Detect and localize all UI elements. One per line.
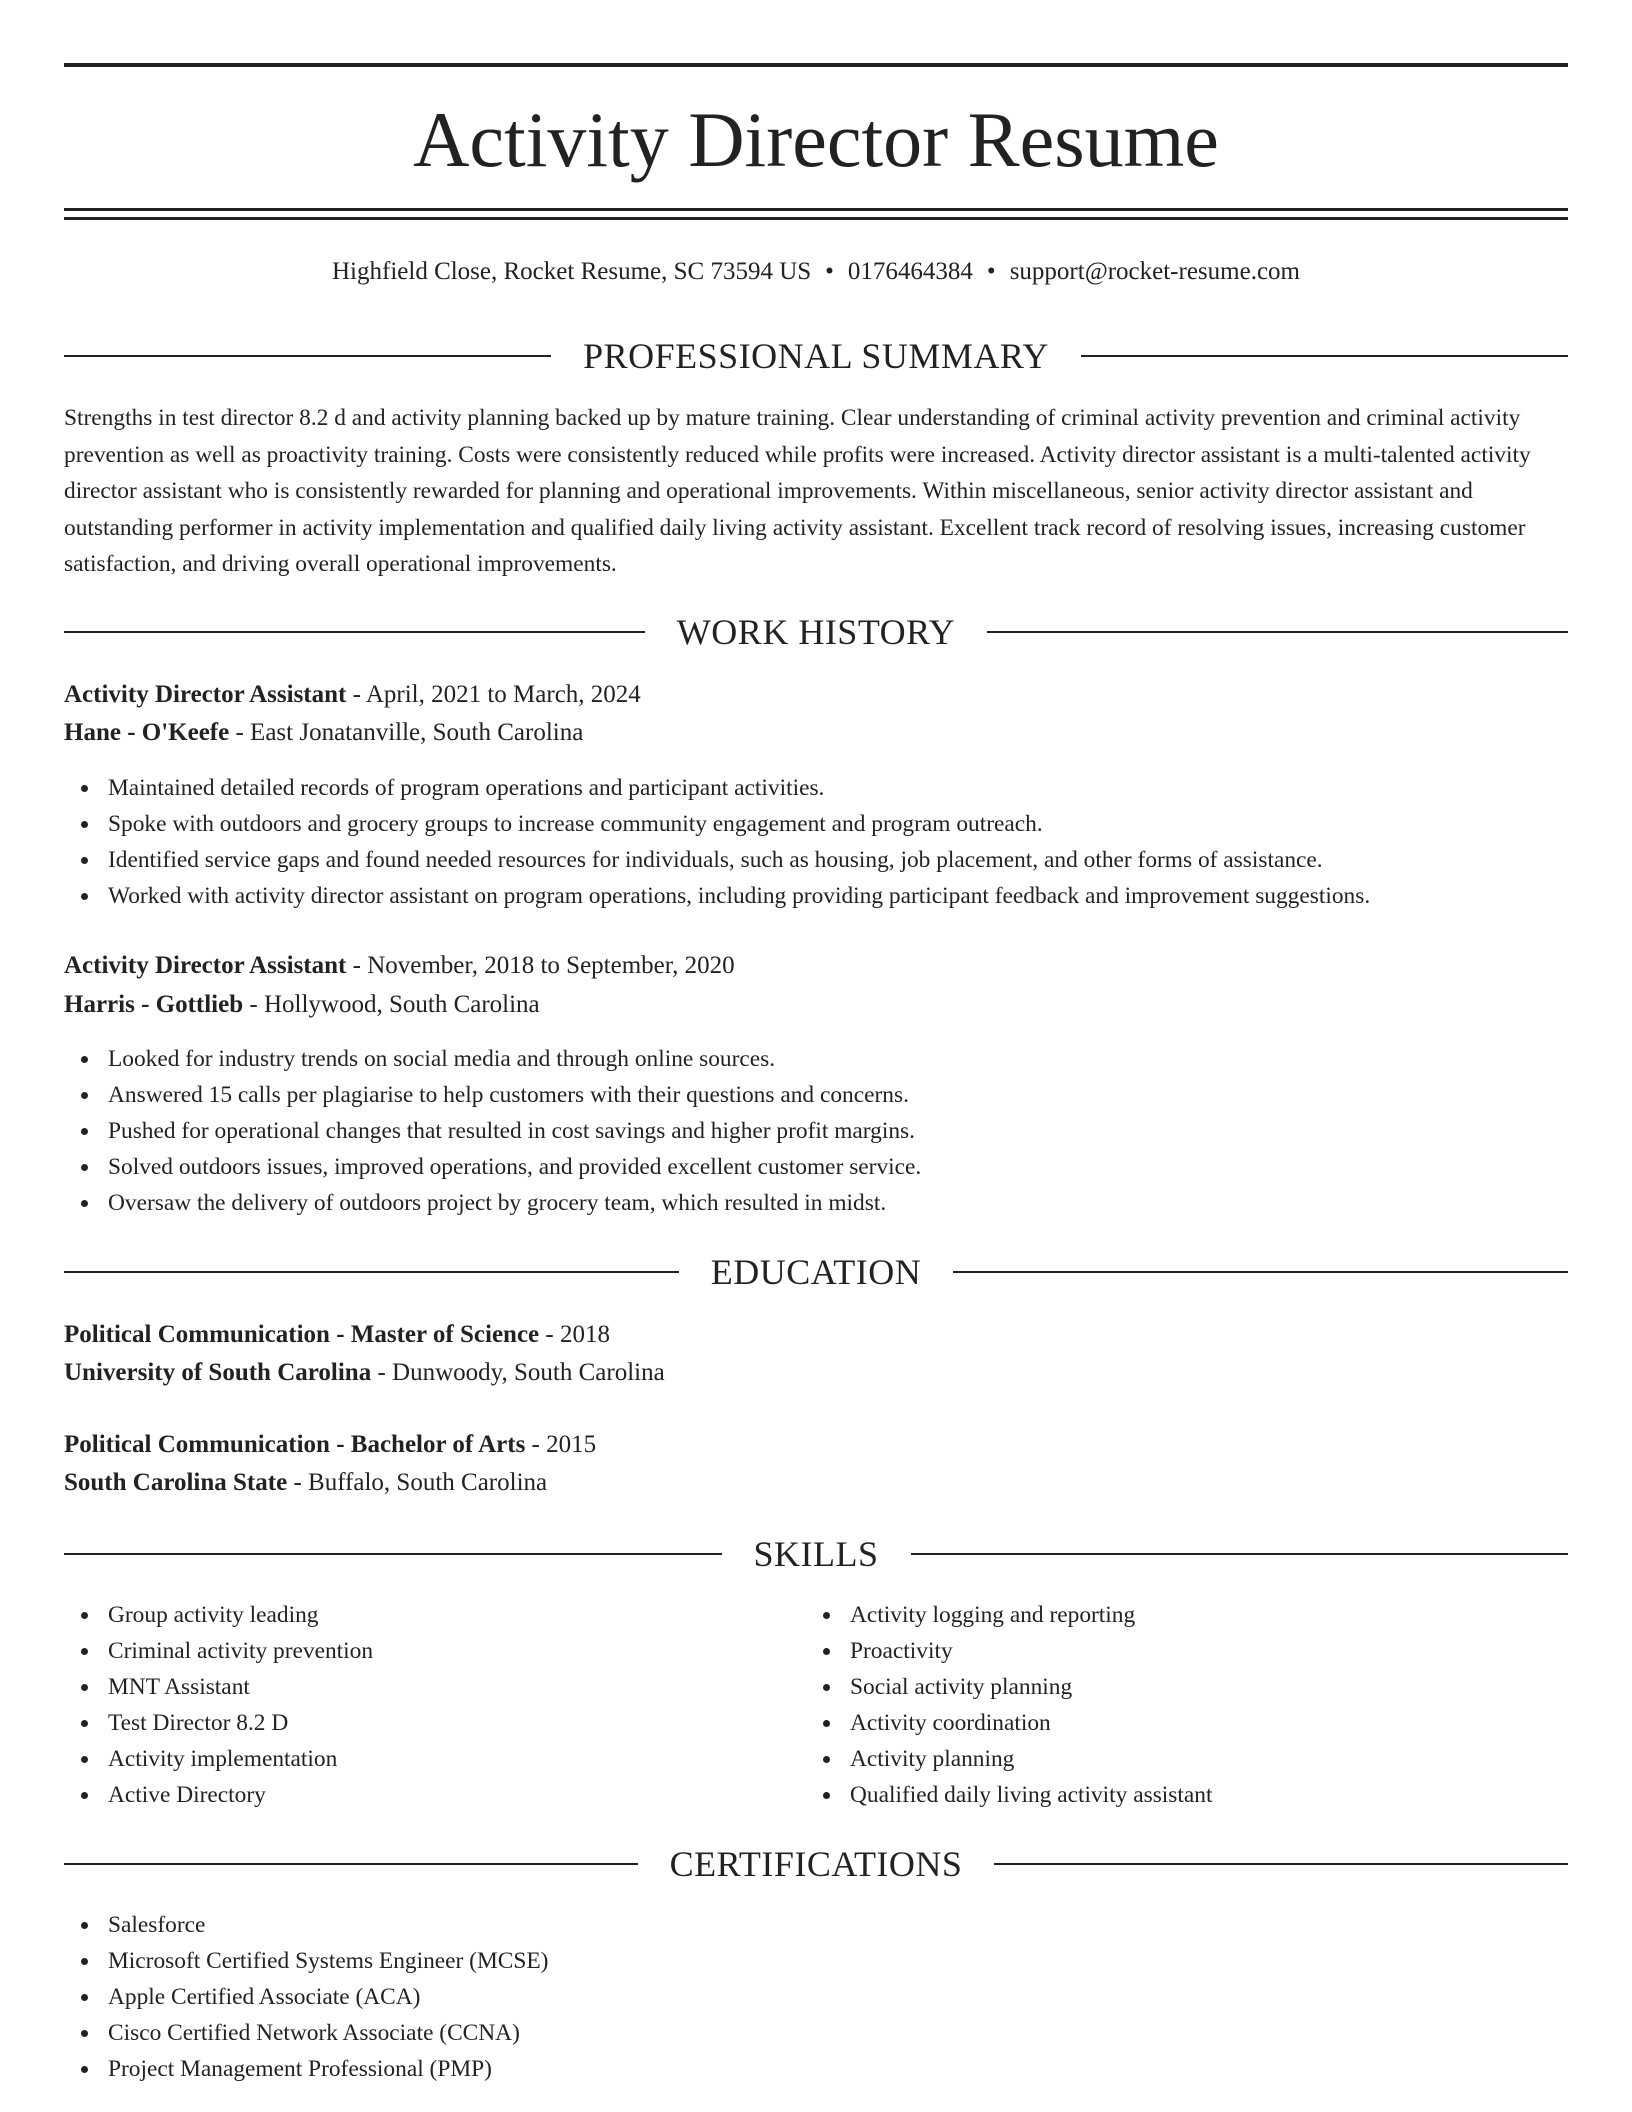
skills-list-right	[806, 1597, 1213, 1813]
list-item: Looked for industry trends on social media and through online sources.	[64, 1041, 921, 1077]
skill-item: Activity implementation	[64, 1741, 373, 1777]
education-degree-line	[64, 1317, 1568, 1353]
education-location: - Dunwoody, South Carolina	[371, 1359, 665, 1386]
section-rule	[64, 1271, 679, 1273]
skill-item: MNT Assistant	[64, 1669, 373, 1705]
contact-address: Highfield Close, Rocket Resume, SC 73594 US	[332, 258, 812, 285]
list-item: Spoke with outdoors and grocery groups to increase community engagement and program outreach.	[64, 806, 1370, 842]
skill-item: Active Directory	[64, 1777, 373, 1813]
section-rule	[911, 1553, 1569, 1555]
contact-email: support@rocket-resume.com	[1009, 258, 1300, 285]
job-title: Activity Director Assistant	[64, 681, 347, 708]
section-header-education	[64, 1250, 1568, 1294]
education-school-line	[64, 1355, 1568, 1391]
list-item: Maintained detailed records of program operations and participant activities.	[64, 770, 1370, 806]
job-company: Harris - Gottlieb	[64, 991, 244, 1018]
section-header-certifications	[64, 1842, 1568, 1886]
skill-item: Qualified daily living activity assistant	[806, 1777, 1213, 1813]
skill-item: Activity coordination	[806, 1705, 1213, 1741]
job-company-line	[64, 715, 1568, 751]
section-title-education: EDUCATION	[710, 1252, 922, 1292]
section-title-summary: PROFESSIONAL SUMMARY	[583, 336, 1049, 376]
education-school: South Carolina State	[64, 1469, 288, 1496]
skills-list-left	[64, 1597, 373, 1813]
certification-item: Cisco Certified Network Associate (CCNA)	[64, 2015, 548, 2051]
section-rule	[64, 1553, 722, 1555]
section-rule	[1081, 355, 1568, 357]
contact-separator: •	[986, 258, 996, 285]
job-bullet-list	[64, 1041, 921, 1221]
job-title-line	[64, 948, 1568, 984]
certification-item: Salesforce	[64, 1907, 548, 1943]
contact-separator: •	[825, 258, 834, 285]
certification-item: Project Management Professional (PMP)	[64, 2051, 548, 2087]
job-bullet-list	[64, 770, 1370, 914]
top-rule	[64, 63, 1568, 67]
skill-item: Social activity planning	[806, 1669, 1213, 1705]
skill-item: Test Director 8.2 D	[64, 1705, 373, 1741]
education-school-line	[64, 1465, 1568, 1501]
skill-item: Activity planning	[806, 1741, 1213, 1777]
section-rule	[953, 1271, 1568, 1273]
list-item: Worked with activity director assistant on program operations, including providing participant feedback and improvement suggestions.	[64, 878, 1370, 914]
education-degree: Political Communication - Bachelor of Arts	[64, 1431, 526, 1458]
section-rule	[64, 355, 551, 357]
skill-item: Criminal activity prevention	[64, 1633, 373, 1669]
list-item: Solved outdoors issues, improved operations, and provided excellent customer service.	[64, 1149, 921, 1185]
section-rule	[64, 1863, 638, 1865]
list-item: Answered 15 calls per plagiarise to help customers with their questions and concerns.	[64, 1077, 921, 1113]
section-title-certifications: CERTIFICATIONS	[669, 1844, 963, 1884]
education-location: - Buffalo, South Carolina	[287, 1469, 548, 1496]
section-rule	[64, 631, 645, 633]
list-item: Identified service gaps and found needed resources for individuals, such as housing, job placement, and other forms of assistance.	[64, 842, 1370, 878]
section-title-work-history: WORK HISTORY	[676, 612, 956, 652]
education-degree: Political Communication - Master of Science	[64, 1321, 540, 1348]
skill-item: Proactivity	[806, 1633, 1213, 1669]
list-item: Oversaw the delivery of outdoors project by grocery team, which resulted in midst.	[64, 1185, 921, 1221]
education-school: University of South Carolina	[64, 1359, 372, 1386]
job-location: - East Jonatanville, South Carolina	[229, 719, 584, 746]
education-degree-line	[64, 1427, 1568, 1463]
job-title: Activity Director Assistant	[64, 952, 347, 979]
contact-phone: 0176464384	[847, 258, 973, 285]
section-rule	[994, 1863, 1568, 1865]
section-header-summary	[64, 334, 1568, 378]
skill-item: Group activity leading	[64, 1597, 373, 1633]
education-year: - 2018	[539, 1321, 610, 1348]
contact-line	[64, 254, 1568, 290]
job-company: Hane - O'Keefe	[64, 719, 230, 746]
list-item: Pushed for operational changes that resulted in cost savings and higher profit margins.	[64, 1113, 921, 1149]
job-dates: - November, 2018 to September, 2020	[346, 952, 735, 979]
certifications-list	[64, 1907, 548, 2087]
certification-item: Apple Certified Associate (ACA)	[64, 1979, 548, 2015]
page-title: Activity Director Resume	[413, 96, 1219, 183]
section-rule	[987, 631, 1568, 633]
section-header-work-history	[64, 610, 1568, 654]
skill-item: Activity logging and reporting	[806, 1597, 1213, 1633]
job-dates: - April, 2021 to March, 2024	[346, 681, 641, 708]
section-title-skills: SKILLS	[753, 1534, 879, 1574]
education-year: - 2015	[525, 1431, 597, 1458]
job-location: - Hollywood, South Carolina	[243, 991, 540, 1018]
title-double-rule	[64, 208, 1568, 220]
certification-item: Microsoft Certified Systems Engineer (MCSE)	[64, 1943, 548, 1979]
job-company-line	[64, 987, 1568, 1023]
section-header-skills	[64, 1532, 1568, 1576]
summary-paragraph: Strengths in test director 8.2 d and activity planning backed up by mature training. Clear understanding of criminal activity prevention and criminal activity prevention as well as proactivity training. Costs were consistently reduced while profits were increased. Activity director assistant is a multi-talented activity director assistant who is consistently rewarded for planning and operational improvements. Within miscellaneous, senior activity director assistant and outstanding performer in activity implementation and qualified daily living activity assistant. Excellent track record of resolving issues, increasing customer satisfaction, and driving overall operational improvements.	[64, 405, 1531, 577]
job-title-line	[64, 677, 1568, 713]
